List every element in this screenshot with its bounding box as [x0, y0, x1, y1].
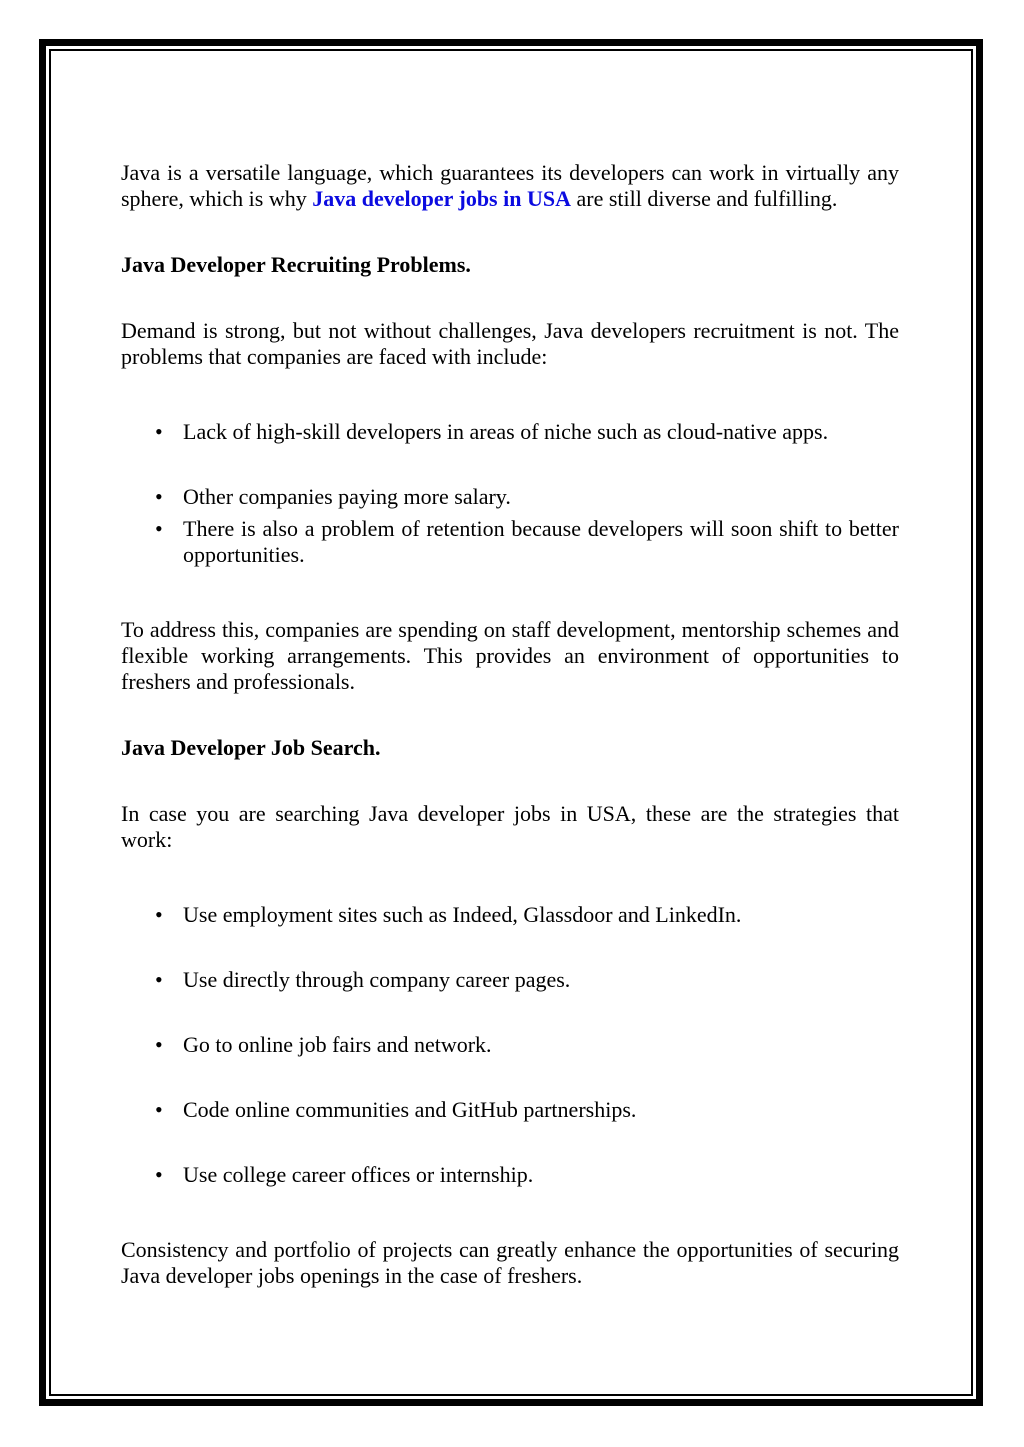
list-item [121, 484, 899, 510]
recruiting-solutions-paragraph: To address this, companies are spending on staff development, mentorship schemes and flexible working arrangements. This provides an environment of opportunities to freshers and professionals. [121, 617, 899, 694]
intro-paragraph [121, 160, 899, 212]
list-item [121, 1162, 899, 1188]
list-item [121, 419, 899, 445]
bullet-icon: • [155, 1097, 163, 1122]
bullet-icon: • [155, 1032, 163, 1057]
recruiting-problems-heading: Java Developer Recruiting Problems. [121, 252, 471, 277]
list-item-text: Use directly through company career pages. [183, 967, 571, 992]
list-item-text: Use employment sites such as Indeed, Glassdoor and LinkedIn. [183, 902, 742, 927]
list-item [121, 516, 899, 568]
bullet-icon: • [155, 902, 163, 927]
list-item-text: Other companies paying more salary. [183, 484, 511, 509]
list-item [121, 1097, 899, 1123]
bullet-icon: • [155, 1162, 163, 1187]
intro-text-after: are still diverse and fulfilling. [570, 186, 838, 211]
bullet-icon: • [155, 516, 163, 541]
bullet-icon: • [155, 967, 163, 992]
java-developer-jobs-link[interactable]: Java developer jobs in USA [312, 186, 571, 211]
list-item [121, 902, 899, 928]
job-search-paragraph: In case you are searching Java developer jobs in USA, these are the strategies that work: [121, 801, 899, 852]
list-item [121, 967, 899, 993]
document-body [121, 160, 899, 1289]
bullet-icon: • [155, 419, 163, 444]
list-item-text: Go to online job fairs and network. [183, 1032, 492, 1057]
job-search-strategies-list [121, 902, 899, 1188]
list-item-text: There is also a problem of retention because developers will soon shift to better opportunities. [183, 516, 899, 567]
intro-text-before: Java is a versatile language, which guarantees its developers can work in virtually any sphere, which is why [121, 160, 899, 211]
bullet-icon: • [155, 484, 163, 509]
job-search-heading: Java Developer Job Search. [121, 735, 381, 760]
list-item [121, 1032, 899, 1058]
list-item-text: Lack of high-skill developers in areas of niche such as cloud-native apps. [183, 419, 829, 444]
recruiting-problems-list [121, 419, 899, 568]
list-item-text: Use college career offices or internship. [183, 1162, 534, 1187]
recruiting-problems-paragraph: Demand is strong, but not without challenges, Java developers recruitment is not. The problems that companies are faced with include: [121, 318, 899, 369]
list-item-text: Code online communities and GitHub partnerships. [183, 1097, 637, 1122]
closing-paragraph: Consistency and portfolio of projects can greatly enhance the opportunities of securing Java developer jobs openings in the case of freshers. [121, 1237, 899, 1288]
